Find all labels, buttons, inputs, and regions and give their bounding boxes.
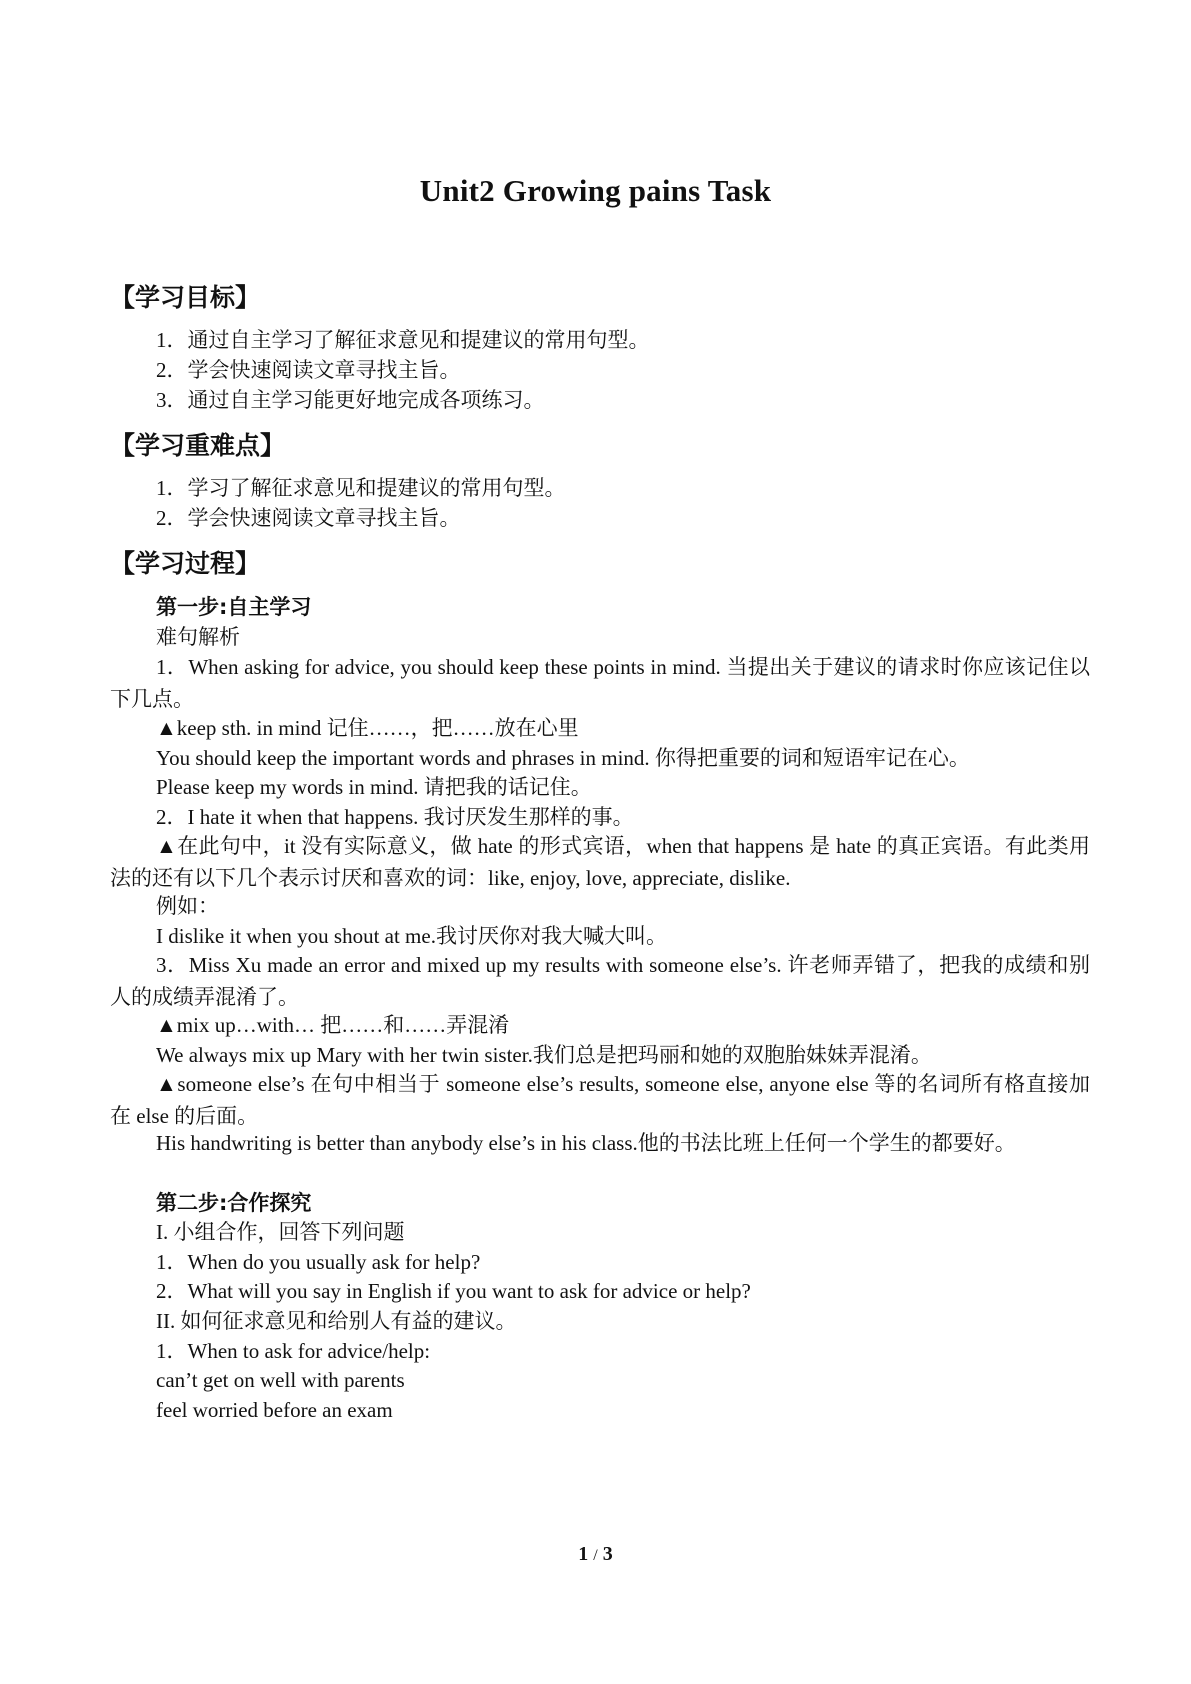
advice-heading: II. 如何征求意见和给别人有益的建议。 bbox=[156, 1309, 517, 1333]
question-item: 2．What will you say in English if you want to ask for advice or help? bbox=[156, 1279, 751, 1303]
note-it-usage: ▲在此句中，it 没有实际意义，做 hate 的形式宾语，when that happens 是 hate 的真正宾语。有此类用法的还有以下几个表示讨厌和喜欢的词：like, enjoy, love, appreciate, dislike. bbox=[110, 834, 1090, 890]
section-heading-objectives: 【学习目标】 bbox=[110, 283, 261, 312]
sentence-analysis-1: 1．When asking for advice, you should keep these points in mind. 当提出关于建议的请求时你应该记住以下几点。 bbox=[110, 655, 1090, 711]
note-someone-elses: ▲someone else’s 在句中相当于 someone else’s results, someone else, anyone else 等的名词所有格直接加在 else 的后面。 bbox=[110, 1072, 1090, 1128]
sentence-analysis-2: 2．I hate it when that happens. 我讨厌发生那样的事。 bbox=[156, 805, 634, 829]
example-sentence: I dislike it when you shout at me.我讨厌你对我大喊大叫。 bbox=[156, 924, 667, 948]
advice-item: 1．When to ask for advice/help: bbox=[156, 1339, 431, 1363]
note-mix-up: ▲mix up…with… 把……和……弄混淆 bbox=[156, 1013, 510, 1037]
example-sentence: Please keep my words in mind. 请把我的话记住。 bbox=[156, 775, 592, 799]
sentence-analysis-3: 3．Miss Xu made an error and mixed up my results with someone else’s. 许老师弄错了，把我的成绩和别人的成绩弄混淆了。 bbox=[110, 953, 1090, 1009]
key-point-item: 1．学习了解征求意见和提建议的常用句型。 bbox=[156, 476, 566, 500]
step1-label: 第一步:自主学习 bbox=[156, 595, 312, 619]
example-sentence: You should keep the important words and phrases in mind. 你得把重要的词和短语牢记在心。 bbox=[156, 746, 970, 770]
question-item: 1．When do you usually ask for help? bbox=[156, 1250, 481, 1274]
current-page: 1 bbox=[578, 1543, 589, 1565]
objective-item: 3．通过自主学习能更好地完成各项练习。 bbox=[156, 388, 545, 412]
step2-label: 第二步:合作探究 bbox=[156, 1191, 312, 1215]
advice-subitem: feel worried before an exam bbox=[156, 1398, 393, 1422]
objective-item: 2．学会快速阅读文章寻找主旨。 bbox=[156, 358, 461, 382]
advice-subitem: can’t get on well with parents bbox=[156, 1368, 405, 1392]
section-heading-key-points: 【学习重难点】 bbox=[110, 431, 286, 460]
note-keep-in-mind: ▲keep sth. in mind 记住……，把……放在心里 bbox=[156, 716, 579, 740]
example-label: 例如： bbox=[156, 894, 219, 918]
key-point-item: 2．学会快速阅读文章寻找主旨。 bbox=[156, 506, 461, 530]
example-sentence: His handwriting is better than anybody else’s in his class.他的书法比班上任何一个学生的都要好。 bbox=[156, 1131, 1016, 1155]
page-number bbox=[0, 1543, 1191, 1566]
group-task-heading: I. 小组合作，回答下列问题 bbox=[156, 1220, 405, 1244]
document-title: Unit2 Growing pains Task bbox=[419, 173, 772, 208]
total-pages: 3 bbox=[602, 1543, 613, 1565]
objective-item: 1．通过自主学习了解征求意见和提建议的常用句型。 bbox=[156, 328, 650, 352]
step1-subheading: 难句解析 bbox=[156, 625, 240, 649]
example-sentence: We always mix up Mary with her twin sister.我们总是把玛丽和她的双胞胎妹妹弄混淆。 bbox=[156, 1043, 932, 1067]
page-separator: / bbox=[593, 1547, 598, 1564]
section-heading-process: 【学习过程】 bbox=[110, 549, 261, 578]
